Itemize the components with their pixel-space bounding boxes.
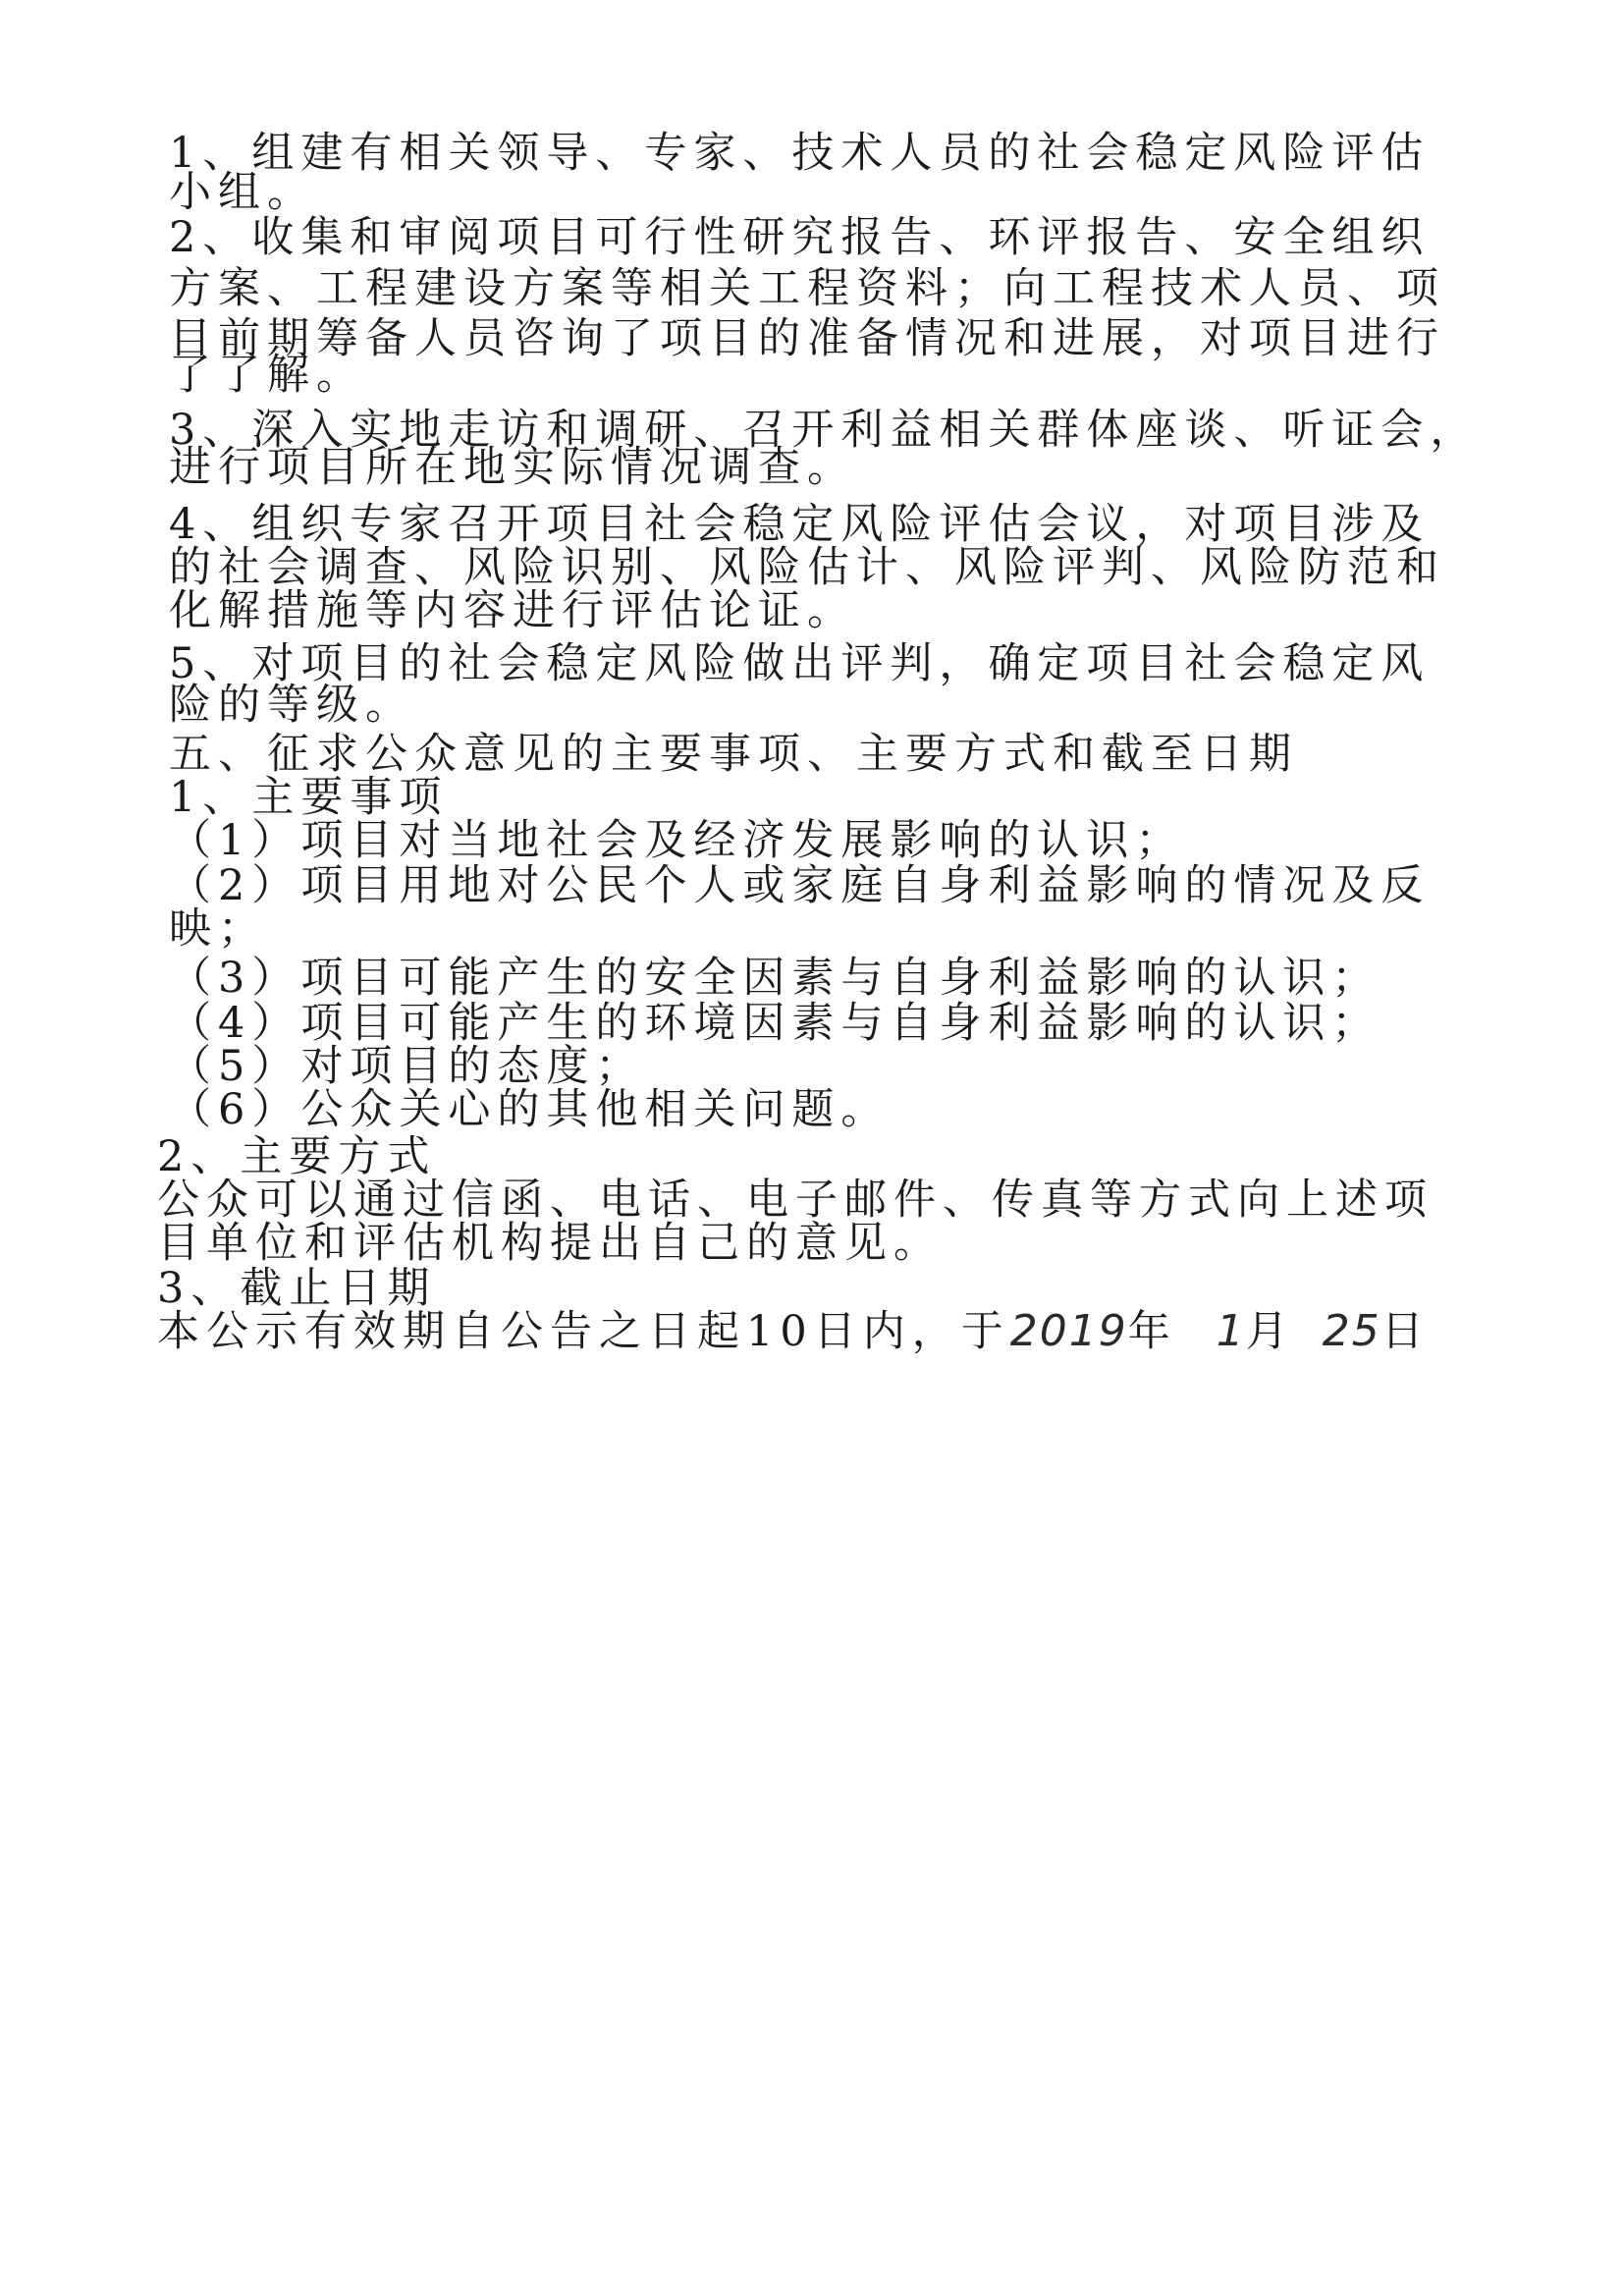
- item-2-line-2: 方案、工程建设方案等相关工程资料；向工程技术人员、项: [169, 264, 1445, 313]
- item-3-line-2: 进行项目所在地实际情况调查。: [169, 443, 856, 492]
- item-2-line-1: 2、收集和审阅项目可行性研究报告、环评报告、安全组织: [169, 213, 1431, 262]
- year-unit: 年: [1127, 1307, 1177, 1356]
- methods-line-2: 目单位和评估机构提出自己的意见。: [157, 1219, 943, 1268]
- item-1-line-1: 1、组建有相关领导、专家、技术人员的社会稳定风险评估: [169, 129, 1431, 178]
- item-2-line-3: 目前期筹备人员咨询了项目的准备情况和进展，对项目进行: [169, 314, 1445, 363]
- section-5-heading: 五、征求公众意见的主要事项、主要方式和截至日期: [169, 730, 1298, 779]
- matter-5: （5）对项目的态度；: [169, 1042, 645, 1091]
- handwritten-year: 2019: [1009, 1306, 1128, 1356]
- item-4-line-1: 4、组织专家召开项目社会稳定风险评估会议，对项目涉及: [169, 500, 1431, 549]
- item-4-line-2: 的社会调查、风险识别、风险估计、风险评判、风险防范和: [169, 543, 1445, 592]
- matter-1: （1）项目对当地社会及经济发展影响的认识；: [169, 816, 1185, 865]
- matter-4: （4）项目可能产生的环境因素与自身利益影响的认识；: [169, 999, 1381, 1048]
- subheading-main-matters: 1、主要事项: [169, 773, 449, 822]
- methods-line-1: 公众可以通过信函、电话、电子邮件、传真等方式向上述项: [157, 1175, 1434, 1225]
- item-5-line-2: 险的等级。: [169, 681, 414, 730]
- item-1-line-2: 小组。: [169, 168, 316, 217]
- handwritten-day: 25: [1322, 1306, 1381, 1356]
- matter-3: （3）项目可能产生的安全因素与自身利益影响的认识；: [169, 954, 1381, 1003]
- subheading-main-methods: 2、主要方式: [157, 1132, 437, 1181]
- deadline-line: [157, 1302, 1431, 1361]
- item-2-line-4: 了了解。: [169, 351, 365, 400]
- item-3-line-1: 3、深入实地走访和调研、召开利益相关群体座谈、听证会，: [169, 406, 1480, 455]
- matter-2-line-2: 映；: [169, 904, 267, 954]
- day-unit: 日: [1380, 1307, 1431, 1356]
- item-5-line-1: 5、对项目的社会稳定风险做出评判，确定项目社会稳定风: [169, 639, 1431, 688]
- subheading-deadline: 3、截止日期: [157, 1264, 437, 1313]
- item-4-line-3: 化解措施等内容进行评估论证。: [169, 586, 856, 635]
- matter-2-line-1: （2）项目用地对公民个人或家庭自身利益影响的情况及反: [169, 861, 1431, 910]
- month-unit: 月: [1245, 1307, 1295, 1356]
- deadline-prefix: 本公示有效期自公告之日起10日内，于: [157, 1307, 1010, 1356]
- handwritten-month: 1: [1216, 1306, 1246, 1356]
- matter-6: （6）公众关心的其他相关问题。: [169, 1085, 891, 1134]
